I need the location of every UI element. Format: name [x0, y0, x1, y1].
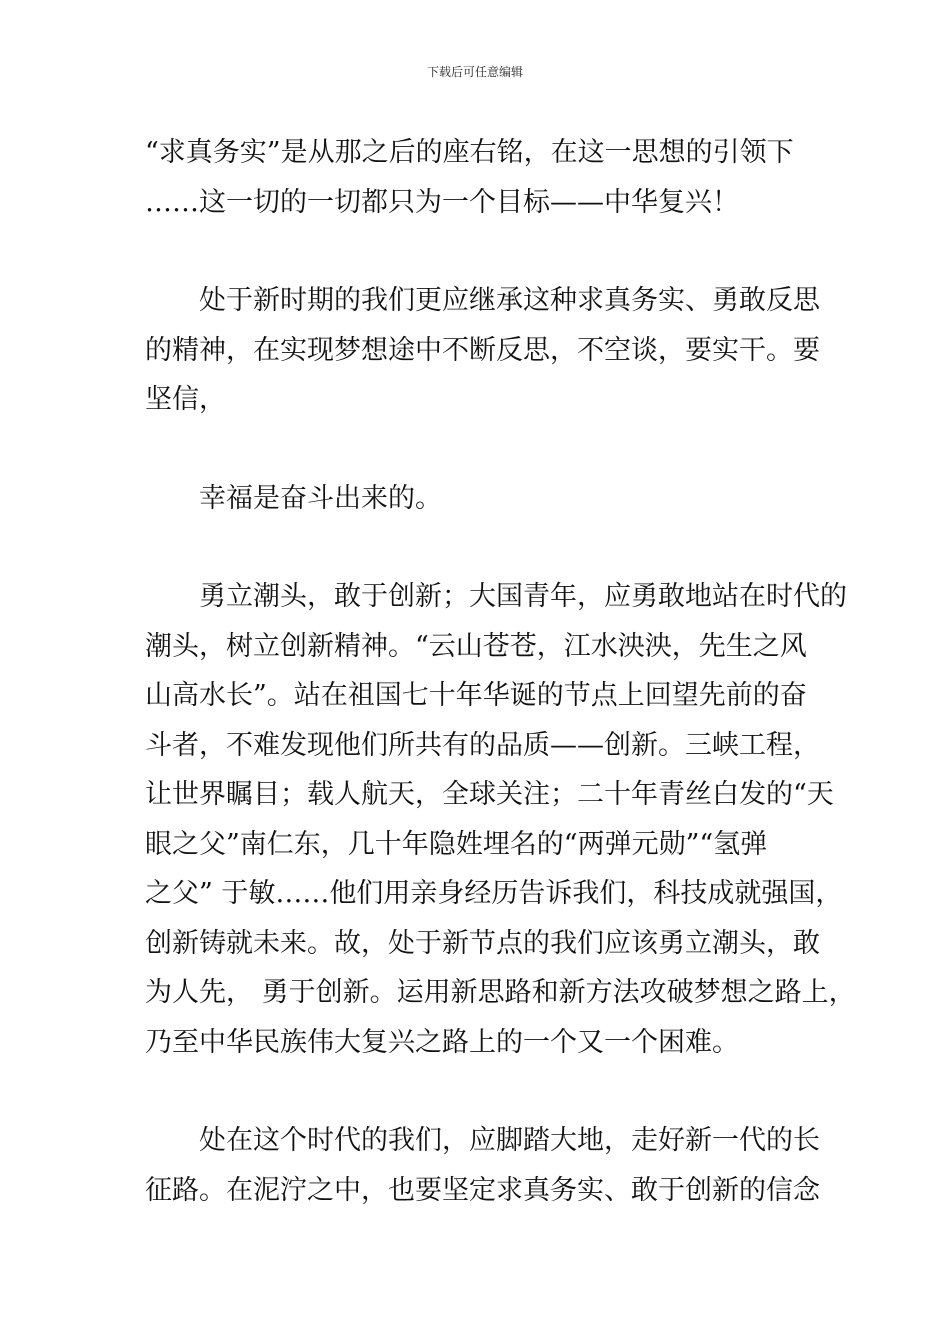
paragraph-line: 斗者，不难发现他们所共有的品质——创新。三峡工程，: [145, 729, 820, 761]
paragraph-line: 潮头，树立创新精神。“云山苍苍，江水泱泱，先生之风: [145, 630, 807, 662]
paragraph-gap: [145, 523, 815, 572]
paragraph-line: 山高水长”。站在祖国七十年华诞的节点上回望先前的奋: [145, 680, 807, 711]
paragraph-line: 坚信，: [145, 384, 226, 415]
paragraph-line: 勇立潮头，敢于创新；大国青年，应勇敢地站在时代的: [199, 581, 847, 612]
paragraph-line: 眼之父”南仁东，几十年隐姓埋名的“两弹元勋”“氢弹: [145, 828, 768, 860]
paragraph-line: 幸福是奋斗出来的。: [199, 482, 442, 514]
paragraph-line: “求真务实”是从那之后的座右铭，在这一思想的引领下: [145, 137, 794, 168]
document-body: [145, 128, 856, 1215]
paragraph-line: 的精神，在实现梦想途中不断反思，不空谈，要实干。要: [145, 334, 820, 366]
paragraph-line: 之父” 于敏……他们用亲身经历告诉我们，科技成就强国，: [145, 878, 843, 909]
paragraph-line: 处在这个时代的我们，应脚踏大地，走好新一代的长: [199, 1125, 820, 1156]
paragraph-line: 创新铸就未来。故，处于新节点的我们应该勇立潮头，敢: [145, 927, 820, 959]
paragraph-5: [145, 1116, 820, 1215]
paragraph-line: 让世界瞩目；载人航天，全球关注；二十年青丝白发的“天: [145, 779, 834, 810]
paragraph-3: [145, 474, 815, 524]
paragraph-1: [145, 128, 815, 227]
page-header: 下载后可任意编辑: [426, 65, 523, 79]
paragraph-gap: [145, 425, 815, 474]
paragraph-line: 征路。在泥泞之中，也要坚定求真务实、敢于创新的信念: [145, 1174, 820, 1206]
paragraph-line: ……这一切的一切都只为一个目标——中华复兴！: [145, 186, 739, 218]
paragraph-gap: [145, 1067, 815, 1116]
paragraph-2: [145, 276, 820, 425]
paragraph-4: [145, 572, 856, 1067]
paragraph-line: 为人先， 勇于创新。运用新思路和新方法攻破梦想之路上，: [145, 977, 856, 1008]
paragraph-line: 处于新时期的我们更应继承这种求真务实、勇敢反思: [199, 285, 820, 316]
paragraph-gap: [145, 227, 815, 276]
paragraph-line: 乃至中华民族伟大复兴之路上的一个又一个困难。: [145, 1026, 739, 1058]
